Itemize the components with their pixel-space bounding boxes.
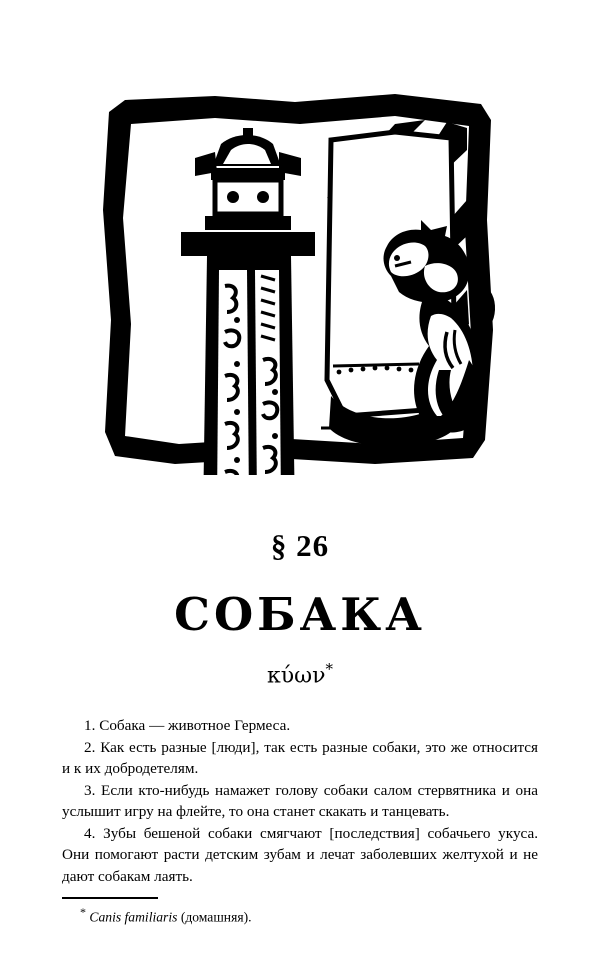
footnote [62, 903, 538, 927]
footnote-mark: * [80, 905, 86, 919]
footnote-latin-name: Canis familiaris [89, 909, 178, 925]
paragraph-4: 4. Зубы бешеной собаки смягчают [последствия] собачьего укуса. Они помогают расти детским зубам и лечат заболевших желтухой и не дают собакам лаять. [62, 824, 538, 885]
woodcut-svg [95, 80, 505, 475]
footnote-rest: (домашняя). [177, 909, 252, 925]
paragraph-3: 3. Если кто-нибудь намажет голову собаки салом стервятника и она услышит игру на флейте, то она станет скакать и танцевать. [62, 781, 538, 820]
paragraph-1: 1. Собака — животное Гермеса. [84, 717, 291, 734]
footnote-divider [62, 897, 158, 899]
greek-term-line [0, 660, 600, 688]
paragraph-2: 2. Как есть разные [люди], так есть разные собаки, это же относится и к их добродетелям. [62, 738, 538, 777]
greek-term: κύων [267, 663, 326, 689]
illustration-dog-woodcut [95, 80, 505, 475]
footnote-marker: * [325, 660, 333, 678]
section-number: § 26 [270, 528, 330, 563]
page-title: СОБАКА [174, 588, 426, 641]
body-text [62, 715, 538, 887]
